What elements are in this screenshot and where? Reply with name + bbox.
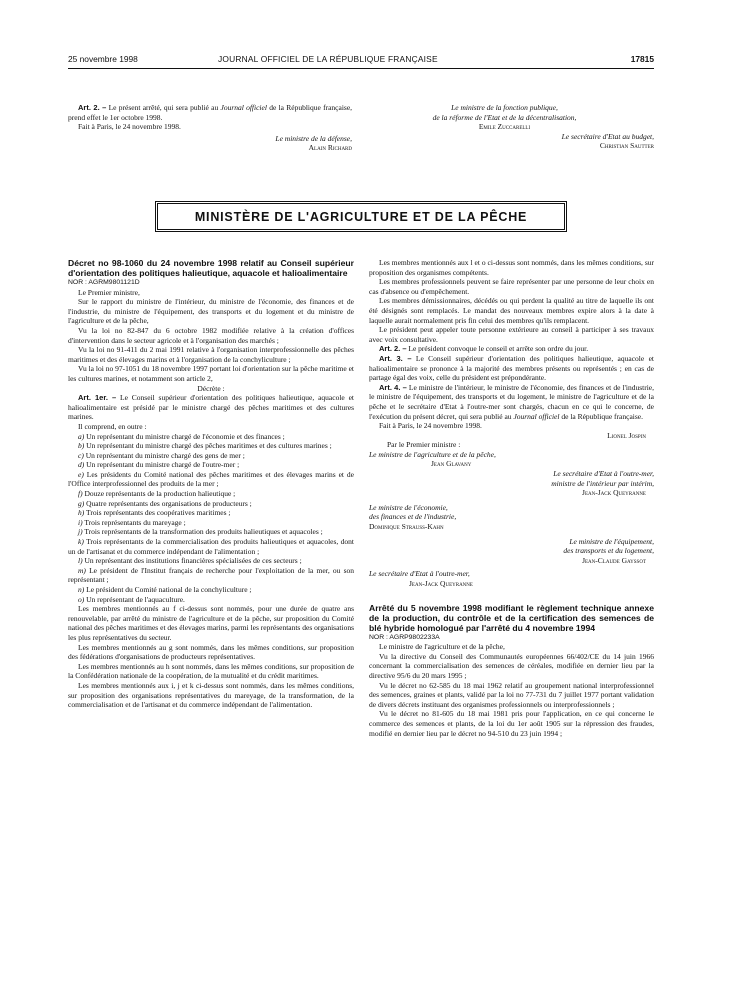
arrete-title: Arrêté du 5 novembre 1998 modifiant le règlement technique annexe de la production, du contrôle et de la certification des semences de blé hybride homologué par l'arrêté du 4 novembre 1994 [369, 602, 654, 633]
signature-title: Le ministre de l'économie, [369, 502, 448, 512]
header-date: 25 novembre 1998 [68, 54, 138, 64]
paragraph: Les membres professionnels peuvent se faire représenter par une personne de leur choix en cas d'absence ou d'empêchement. [369, 277, 654, 296]
signature-title: Le ministre de la défense, [275, 133, 352, 143]
paragraph: Vu la directive du Conseil des Communautés européennes 66/402/CE du 14 juin 1966 concernant la commercialisation des semences de céréales, modifiée en dernier lieu par la directive 95/6 du 20 mars 1995 ; [369, 651, 654, 680]
article-2: Art. 2. – Le président convoque le conseil et arrête son ordre du jour. [379, 344, 589, 354]
member-list-item: o) Un représentant de l'aquaculture. [78, 594, 185, 604]
header-page-number: 17815 [630, 54, 654, 64]
fait-a-paris: Fait à Paris, le 24 novembre 1998. [379, 421, 482, 431]
signature-title: ministre de l'intérieur par intérim, [551, 478, 654, 488]
member-list-item: a) Un représentant du ministre chargé de l'économie et des finances ; [78, 431, 285, 441]
article-1: Art. 1er. – Le Conseil supérieur d'orientation des politiques halieutique, aquacole et halioalimentaire est présidé par le ministre chargé des pêches maritimes et des cultures marines. [68, 393, 355, 422]
article-3: Art. 3. – Le Conseil supérieur d'orientation des politiques halieutique, aquacole et halioalimentaire se prononce à la majorité des membres présents ou représentés ; en cas de partage égal des voix, celle du président est prépondérante. [369, 353, 654, 383]
paragraph: Vu la loi no 82-847 du 6 octobre 1982 modifiée relative à la création d'offices d'intervention dans le secteur agricole et à l'organisation des marchés ; [68, 325, 354, 345]
member-list-item: n) Le président du Comité national de la conchyliculture ; [78, 585, 252, 594]
signature-title: Le secrétaire d'Etat au budget, [561, 131, 654, 141]
page-header [68, 54, 654, 68]
decree-left-column [68, 258, 354, 710]
signature-name: Alain Richard [308, 143, 352, 153]
header-journal-title: JOURNAL OFFICIEL DE LA RÉPUBLIQUE FRANÇAISE [218, 54, 438, 64]
signature-title: Le ministre de l'agriculture et de la pêche, [369, 449, 496, 459]
paragraph: Les membres mentionnés au h sont nommés, dans les mêmes conditions, sur proposition de la Confédération nationale de la coopération, de la mutualité et du crédit maritimes. [68, 661, 354, 681]
paragraph: Les membres mentionnés aux l et o ci-dessus sont nommés, dans les mêmes conditions, sur proposition des organismes compétents. [369, 258, 654, 277]
signature-title: de la réforme de l'Etat et de la décentralisation, [432, 112, 577, 122]
member-list-item: k) Trois représentants de la commercialisation des produits halieutiques et aquacoles, dont un de l'artisanat et du commerce indépendant de l'alimentation ; [68, 537, 354, 556]
signature-title: des finances et de l'industrie, [369, 512, 457, 522]
signature-name: Dominique Strauss-Kahn [369, 522, 444, 532]
signature-title: Le secrétaire d'Etat à l'outre-mer, [553, 469, 654, 479]
header-rule [68, 68, 654, 69]
member-list-item: h) Trois représentants des coopératives maritimes ; [78, 508, 231, 518]
signature-name: Jean-Claude Gayssot [582, 555, 646, 565]
paragraph: Le Premier ministre, [78, 287, 140, 297]
member-list-item: f) Douze représentants de la production halieutique ; [78, 489, 236, 499]
fait-a-paris: Fait à Paris, le 24 novembre 1998. [78, 122, 181, 132]
par-le-premier-ministre: Par le Premier ministre : [387, 440, 461, 450]
paragraph: Sur le rapport du ministre de l'intérieur, du ministre de l'économie, des finances et de l'industrie, du ministre de l'équipement, des transports et du logement et du ministre de l'agriculture et de la pêche, [68, 297, 354, 326]
paragraph: Les membres mentionnés au g sont nommés, dans les mêmes conditions, sur proposition des fédérations d'organisations de producteurs représentatives. [68, 642, 354, 662]
member-list-item: d) Un représentant du ministre chargé de l'outre-mer ; [78, 460, 240, 470]
signature-name: Christian Sautter [599, 141, 654, 151]
member-list-item: l) Un représentant des institutions financières spécialisées de ces secteurs ; [78, 556, 302, 566]
member-list [68, 432, 354, 605]
member-list-item: m) Le président de l'Institut français de recherche pour l'exploitation de la mer, ou son représentant ; [68, 565, 354, 585]
decree-title: Décret no 98-1060 du 24 novembre 1998 relatif au Conseil supérieur d'orientation des politiques halieutique, aquacole et halioalimentaire [68, 258, 354, 278]
signature-name: Jean-Jack Queyranne [409, 579, 473, 588]
signature-name: Jean-Jack Queyranne [582, 488, 646, 498]
ministry-banner: MINISTÈRE DE L'AGRICULTURE ET DE LA PÊCHE [157, 203, 565, 230]
paragraph: Vu la loi no 91-411 du 2 mai 1991 relative à l'organisation interprofessionnelle des pêches maritimes et des élevages marins et à l'organisation de la conchyliculture ; [68, 345, 354, 364]
article-2-previous: Art. 2. – Le présent arrêté, qui sera publié au Journal officiel de la République française, prend effet le 1er octobre 1998. [68, 103, 353, 122]
member-list-item: j) Trois représentants de la transformation des produits halieutiques et aquacoles ; [78, 527, 323, 537]
previous-arrete-end-right [369, 103, 654, 151]
signature-title: Le ministre de la fonction publique, [451, 103, 558, 112]
signature-title: des transports et du logement, [563, 546, 654, 556]
member-list-item: i) Trois représentants du mareyage ; [78, 517, 186, 527]
decree-nor: NOR : AGRM9801121D [68, 279, 140, 286]
paragraph: Le président peut appeler toute personne extérieure au conseil à participer à ses travaux avec voix consultative. [369, 325, 654, 344]
signature-name: Emile Zuccarelli [478, 122, 531, 132]
signature-title: Le ministre de l'équipement, [569, 536, 654, 546]
arrete-nor: NOR : AGRP9802233A [369, 633, 440, 641]
signature-name: Lionel Jospin [607, 430, 646, 440]
members-paragraphs [68, 604, 354, 710]
previous-arrete-end-left [68, 103, 352, 153]
member-list-item: c) Un représentant du ministre chargé des gens de mer ; [78, 450, 245, 460]
paragraph: Vu la loi no 97-1051 du 18 novembre 1997 portant loi d'orientation sur la pêche maritime et les cultures marines, et notamment son article 2, [68, 364, 354, 383]
paragraph: Les membres mentionnés au f ci-dessus sont nommés, pour une durée de quatre ans renouvelable, par arrêté du ministre de l'agriculture et de la pêche, sur proposition du Comité national des pêches maritimes et des élevages marins, parmi les représentants des organisations les plus représentatives du secteur. [68, 604, 354, 642]
signature-name: Jean Glavany [431, 459, 472, 469]
paragraph: Les membres mentionnés aux i, j et k ci-dessus sont nommés, dans les mêmes conditions, sur proposition des organisations représentatives du mareyage, de la transformation, de la commercialisation et de l'artisanat et du commerce indépendant de l'alimentation. [68, 680, 354, 710]
paragraph: Les membres démissionnaires, décédés ou qui perdent la qualité au titre de laquelle ils ont été désignés sont remplacés. Le mandat des nouveaux membres expire alors à la date à laquelle aurait normalement pris fin celui des membres qu'ils remplacent. [369, 296, 654, 325]
paragraph: Il comprend, en outre : [78, 421, 147, 431]
decrete: Décrète : [197, 383, 225, 393]
paragraph: Le ministre de l'agriculture et de la pêche, [379, 642, 505, 652]
member-list-item: e) Les présidents du Comité national des pêches maritimes et des élevages marins et de l'Office interprofessionnel des produits de la mer ; [68, 469, 354, 489]
paragraph: Vu le décret no 81-605 du 18 mai 1981 pris pour l'application, en ce qui concerne le commerce des semences et plants, de la loi du 1er août 1905 sur la répression des fraudes, modifié en dernier lieu par le décret no 94-510 du 23 juin 1994 ; [369, 709, 654, 738]
article-4: Art. 4. – Le ministre de l'intérieur, le ministre de l'économie, des finances et de l'industrie, le ministre de l'équipement, des transports et du logement, le ministre de l'agriculture et de la pêche et le secrétaire d'Etat à l'outre-mer sont chargés, chacun en ce qui le concerne, de l'exécution du présent décret, qui sera publié au Journal officiel de la République française. [369, 382, 654, 421]
member-list-item: g) Quatre représentants des organisations de producteurs ; [78, 498, 252, 508]
member-list-item: b) Un représentant du ministre chargé des pêches maritimes et des cultures marines ; [78, 441, 332, 451]
arrete-section [369, 603, 654, 739]
decree-right-column [369, 258, 654, 738]
signature-title: Le secrétaire d'Etat à l'outre-mer, [369, 569, 470, 579]
paragraph: Vu le décret no 62-585 du 18 mai 1962 relatif au groupement national interprofessionnel des semences, graines et plants, validé par la loi no 77-731 du 7 juillet 1977 portant validation de divers décrets instituant des organismes professionnels ou interprofessionnels ; [369, 680, 654, 709]
